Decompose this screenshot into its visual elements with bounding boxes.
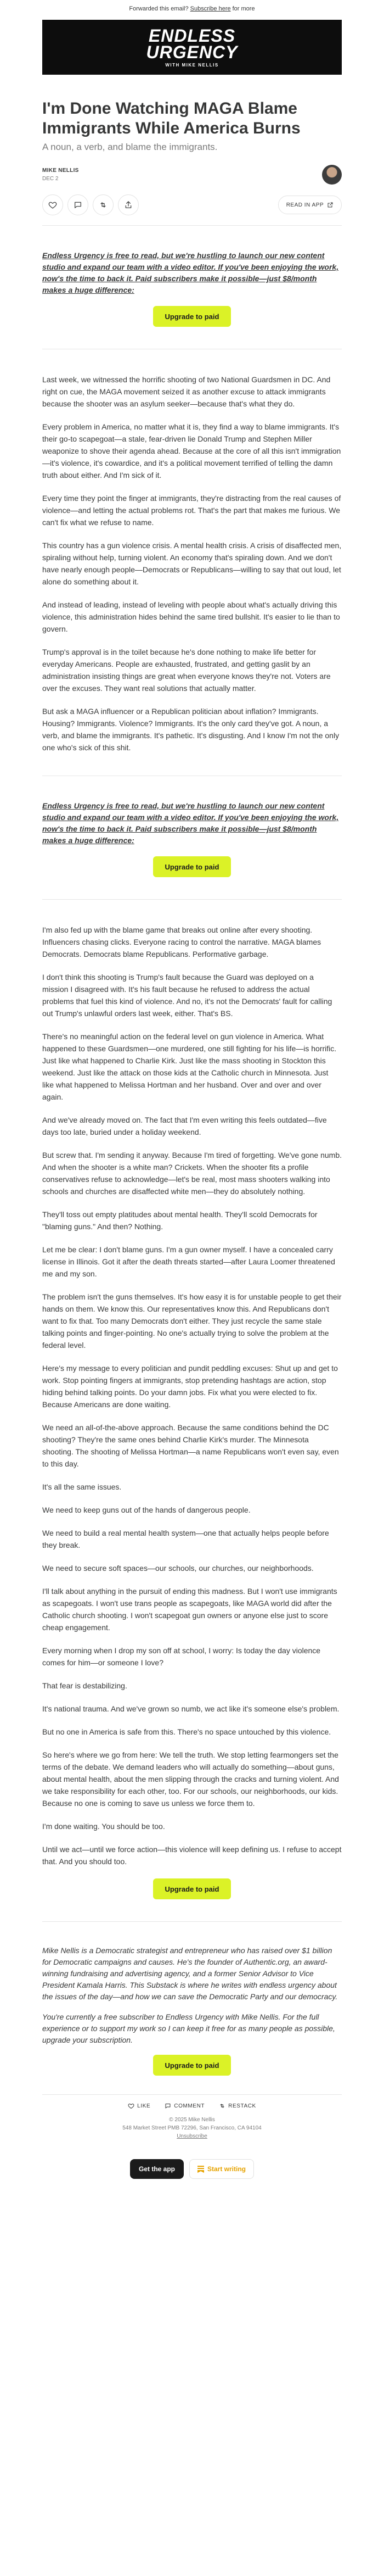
- footer-divider: [42, 1921, 342, 1922]
- body-section-2: [42, 924, 342, 1867]
- body-paragraph: This country has a gun violence crisis. A mental health crisis. A crisis of disaffected men, spiraling without help, turning violent. An economy that's spiraling down. And we don't have nearly enough people—Democrats or Republicans—willing to say that out loud, let alone do something about it.: [42, 541, 342, 586]
- comment-icon: [165, 2103, 171, 2109]
- footer-like-label: LIKE: [137, 2103, 151, 2109]
- footer-meta: [42, 2116, 342, 2140]
- body-paragraph: But screw that. I'm sending it anyway. Because I'm tired of forgetting. We've gone numb. And when the shooter is a white man? Crickets. When the shooter fits a profile conservatives refuse to acknowledge—let's be real, most mass shooters walking into schools and churches are disaffected white men—they do absolutely nothing.: [42, 1151, 342, 1196]
- body-paragraph: We need to secure soft spaces—our schools, our churches, our neighborhoods.: [42, 1564, 314, 1573]
- bottom-divider: [42, 2094, 342, 2095]
- body-paragraph: I don't think this shooting is Trump's fault because the Guard was deployed on a mission I disagreed with. It's his fault because he refused to address the actual problems that fuel this kind of violence. And no, it's not the Democrats' fault for calling out Trump's unlawful orders last week, either. That's BS.: [42, 973, 332, 1018]
- body-paragraph: That fear is destabilizing.: [42, 1681, 127, 1690]
- author-avatar[interactable]: [322, 165, 342, 185]
- body-paragraph: I'm done waiting. You should be too.: [42, 1822, 165, 1831]
- upgrade-button-footer[interactable]: Upgrade to paid: [153, 2055, 231, 2076]
- like-button[interactable]: [42, 194, 63, 215]
- external-link-icon: [327, 202, 334, 208]
- body-paragraph: Here's my message to every politician and pundit peddling excuses: Shut up and get to work. Stop pointing fingers at immigrants, stop pretending hashtags are action, stop hiding behind talking points. Do your damn jobs. Fix what you were elected to fix. Because Americans are done waiting.: [42, 1364, 338, 1409]
- promo-text[interactable]: Endless Urgency is free to read, but we're hustling to launch our new content studio and expand our team with a video editor. If you've been enjoying the work, now's the time to back it. Paid subscribers make it possible—just $8/month makes a huge difference:: [42, 801, 339, 845]
- promo-block-top: [42, 250, 342, 327]
- body-paragraph: The problem isn't the guns themselves. It's how easy it is for unstable people to get their hands on them. We know this. Our representatives know this. And Republicans don't want to fix that. Too many Democrats don't either. They just recycle the same stale talking points and finger-pointing. No one's actually trying to solve the problem at the federal level.: [42, 1292, 342, 1350]
- footer-restack-button[interactable]: [219, 2103, 256, 2109]
- footer-comment-button[interactable]: [165, 2103, 205, 2109]
- copyright: © 2025 Mike Nellis: [169, 2117, 215, 2123]
- footer-restack-label: RESTACK: [228, 2103, 256, 2109]
- body-paragraph: But no one in America is safe from this. There's no space untouched by this violence.: [42, 1727, 331, 1736]
- body-paragraph: Every problem in America, no matter what it is, they find a way to blame immigrants. It's their go-to scapegoat—a stale, fear-driven lie Donald Trump and Stephen Miller weaponize to shove their agenda ahead. Because at the core of all this isn't immigration—it's violence, it's cowardice, and it's a political movement terrified of telling the damn truth about either. And I'm sick of it.: [42, 422, 341, 479]
- mailing-address: 548 Market Street PMB 72296, San Francisco, CA 94104: [122, 2125, 262, 2131]
- read-in-app-label: READ IN APP: [286, 202, 324, 208]
- header-divider: [42, 225, 342, 226]
- start-writing-button[interactable]: [189, 2159, 254, 2179]
- body-paragraph: It's national trauma. And we've grown so numb, we act like it's someone else's problem.: [42, 1704, 340, 1713]
- upgrade-button-middle[interactable]: Upgrade to paid: [153, 856, 231, 877]
- restack-icon: [219, 2103, 225, 2109]
- body-paragraph: We need an all-of-the-above approach. Because the same conditions behind the DC shooting? They're the same ones behind Charlie Kirk's murder. The Minnesota shooting. The shooting of Melissa Hortman—a name Republicans won't even say, even to this day.: [42, 1423, 339, 1468]
- body-paragraph: But ask a MAGA influencer or a Republican politician about inflation? Immigrants. Housing? Immigrants. Violence? Immigrants. It's the only card they've got. A noun, a verb, and blame the immigrants. It's pathetic. It's disgusting. And I know I'm not the only one who's sick of this shit.: [42, 707, 340, 752]
- banner-line-3: WITH MIKE NELLIS: [165, 62, 219, 68]
- body-paragraph: We need to build a real mental health system—one that actually helps people before they break.: [42, 1529, 329, 1549]
- body-paragraph: And we've already moved on. The fact that I'm even writing this feels outdated—five days too late, buried under a holiday weekend.: [42, 1116, 327, 1136]
- upgrade-button-top[interactable]: Upgrade to paid: [153, 306, 231, 327]
- footer-comment-label: COMMENT: [174, 2103, 205, 2109]
- restack-button[interactable]: [93, 194, 114, 215]
- start-writing-label: Start writing: [207, 2165, 246, 2173]
- body-paragraph: Trump's approval is in the toilet because he's done nothing to make life better for everyday Americans. People are exhausted, frustrated, and getting gaslit by an administration insisting things are great when everyone knows they're not. Voters are over the excuses. They want real solutions that actually matter.: [42, 648, 331, 693]
- share-icon: [124, 200, 133, 209]
- body-paragraph: I'll talk about anything in the pursuit of ending this madness. But I won't use immigrants as scapegoats. I won't use trans people as scapegoats, like MAGA world did after the Catholic church shooting. I won't scapegoat gun owners or anyone else just to score cheap engagement.: [42, 1587, 337, 1632]
- unsubscribe-link[interactable]: Unsubscribe: [177, 2133, 207, 2139]
- forward-suffix: for more: [232, 5, 255, 12]
- author-bio-text: Mike Nellis is a Democratic strategist and entrepreneur who has raised over $1 billion for Democratic campaigns and causes. He's the founder of Authentic.org, an award-winning fundraising and advertising agency, and a former Senior Advisor to Vice President Kamala Harris. This Substack is where he writes with endless urgency about the issues of the day—and how we can save the Democratic Party and our democracy.: [42, 1946, 338, 2001]
- author-bio: [42, 1945, 342, 2046]
- publication-banner[interactable]: [42, 20, 342, 75]
- upgrade-button-bottom[interactable]: Upgrade to paid: [153, 1878, 231, 1899]
- promo-text[interactable]: Endless Urgency is free to read, but we're hustling to launch our new content studio and expand our team with a video editor. If you've been enjoying the work, now's the time to back it. Paid subscribers make it possible—just $8/month makes a huge difference:: [42, 251, 339, 294]
- substack-logo-icon: [197, 2166, 204, 2173]
- comment-icon: [74, 200, 82, 209]
- body-paragraph: Every morning when I drop my son off at school, I worry: Is today the day violence comes for him—or someone I love?: [42, 1646, 321, 1667]
- body-paragraph: It's all the same issues.: [42, 1482, 122, 1491]
- body-paragraph: We need to keep guns out of the hands of dangerous people.: [42, 1506, 251, 1514]
- post-subtitle: A noun, a verb, and blame the immigrants.: [42, 142, 218, 152]
- subscribe-link[interactable]: Subscribe here: [190, 5, 231, 12]
- get-the-app-button[interactable]: Get the app: [130, 2159, 184, 2179]
- footer-like-button[interactable]: [128, 2103, 150, 2109]
- forward-notice: [0, 0, 384, 18]
- body-paragraph: Let me be clear: I don't blame guns. I'm a gun owner myself. I have a concealed carry license in Illinois. Got it after the death threats started—after Laura Loomer threatened me and my son.: [42, 1245, 335, 1278]
- body-paragraph: They'll toss out empty platitudes about mental health. They'll scold Democrats for "blaming guns." And then? Nothing.: [42, 1210, 318, 1231]
- body-paragraph: And instead of leading, instead of leveling with people about what's actually driving this violence, this administration hides behind the same tired bullshit. It's easier to lie than to govern.: [42, 600, 340, 633]
- subscription-note[interactable]: You're currently a free subscriber to Endless Urgency with Mike Nellis. For the full experience or to support my work so I can keep it free for as many people as possible, upgrade your subscription.: [42, 2012, 335, 2044]
- comment-button[interactable]: [67, 194, 88, 215]
- promo-block-middle: [42, 800, 342, 877]
- author-name[interactable]: MIKE NELLIS: [42, 168, 79, 174]
- body-paragraph: Every time they point the finger at immigrants, they're distracting from the real causes of violence—and letting the actual problems rot. That's the part that makes me furious. We can't fix what we refuse to name.: [42, 494, 341, 527]
- body-paragraph: There's no meaningful action on the federal level on gun violence in America. What happened to these Guardsmen—one murdered, one still fighting for his life—is horrific. Just like what happened to Charlie Kirk. Just like the mass shooting in Stockton this weekend. Just like the attack on those kids at the Catholic church in Minnesota. Just like what happened to Melissa Hortman and her husband. Over and over and over again.: [42, 1032, 337, 1101]
- post-title[interactable]: I'm Done Watching MAGA Blame Immigrants While America Burns: [42, 99, 301, 137]
- body-paragraph: I'm also fed up with the blame game that breaks out online after every shooting. Influencers chasing clicks. Everyone racing to control the narrative. MAGA blames Democrats. Democrats blame Republicans. Performative garbage.: [42, 925, 321, 958]
- read-in-app-button[interactable]: [278, 196, 342, 214]
- body-paragraph: So here's where we go from here: We tell the truth. We stop letting fearmongers set the terms of the debate. We demand leaders who will actually do something—about guns, about mental health, about the men slipping through the cracks and turning violent. And we take responsibility for each other, too. For our schools, our neighborhoods, our kids. Because no one is coming to save us unless we force them to.: [42, 1750, 339, 1808]
- heart-icon: [48, 200, 57, 209]
- banner-line-2: URGENCY: [146, 42, 238, 62]
- share-button[interactable]: [118, 194, 139, 215]
- mid-divider-2: [42, 899, 342, 900]
- heart-icon: [128, 2103, 134, 2109]
- restack-icon: [99, 200, 108, 209]
- body-paragraph: Until we act—until we force action—this violence will keep defining us. I refuse to accept that. And you should too.: [42, 1845, 342, 1866]
- banner-line-1: ENDLESS: [148, 25, 236, 46]
- body-paragraph: Last week, we witnessed the horrific shooting of two National Guardsmen in DC. And right on cue, the MAGA movement seized it as another excuse to attack immigrants because the shooter was an asylum seeker—because that's what they do.: [42, 375, 331, 408]
- post-date: DEC 2: [42, 176, 59, 182]
- body-section-1: [42, 373, 342, 754]
- forward-text: Forwarded this email?: [129, 5, 189, 12]
